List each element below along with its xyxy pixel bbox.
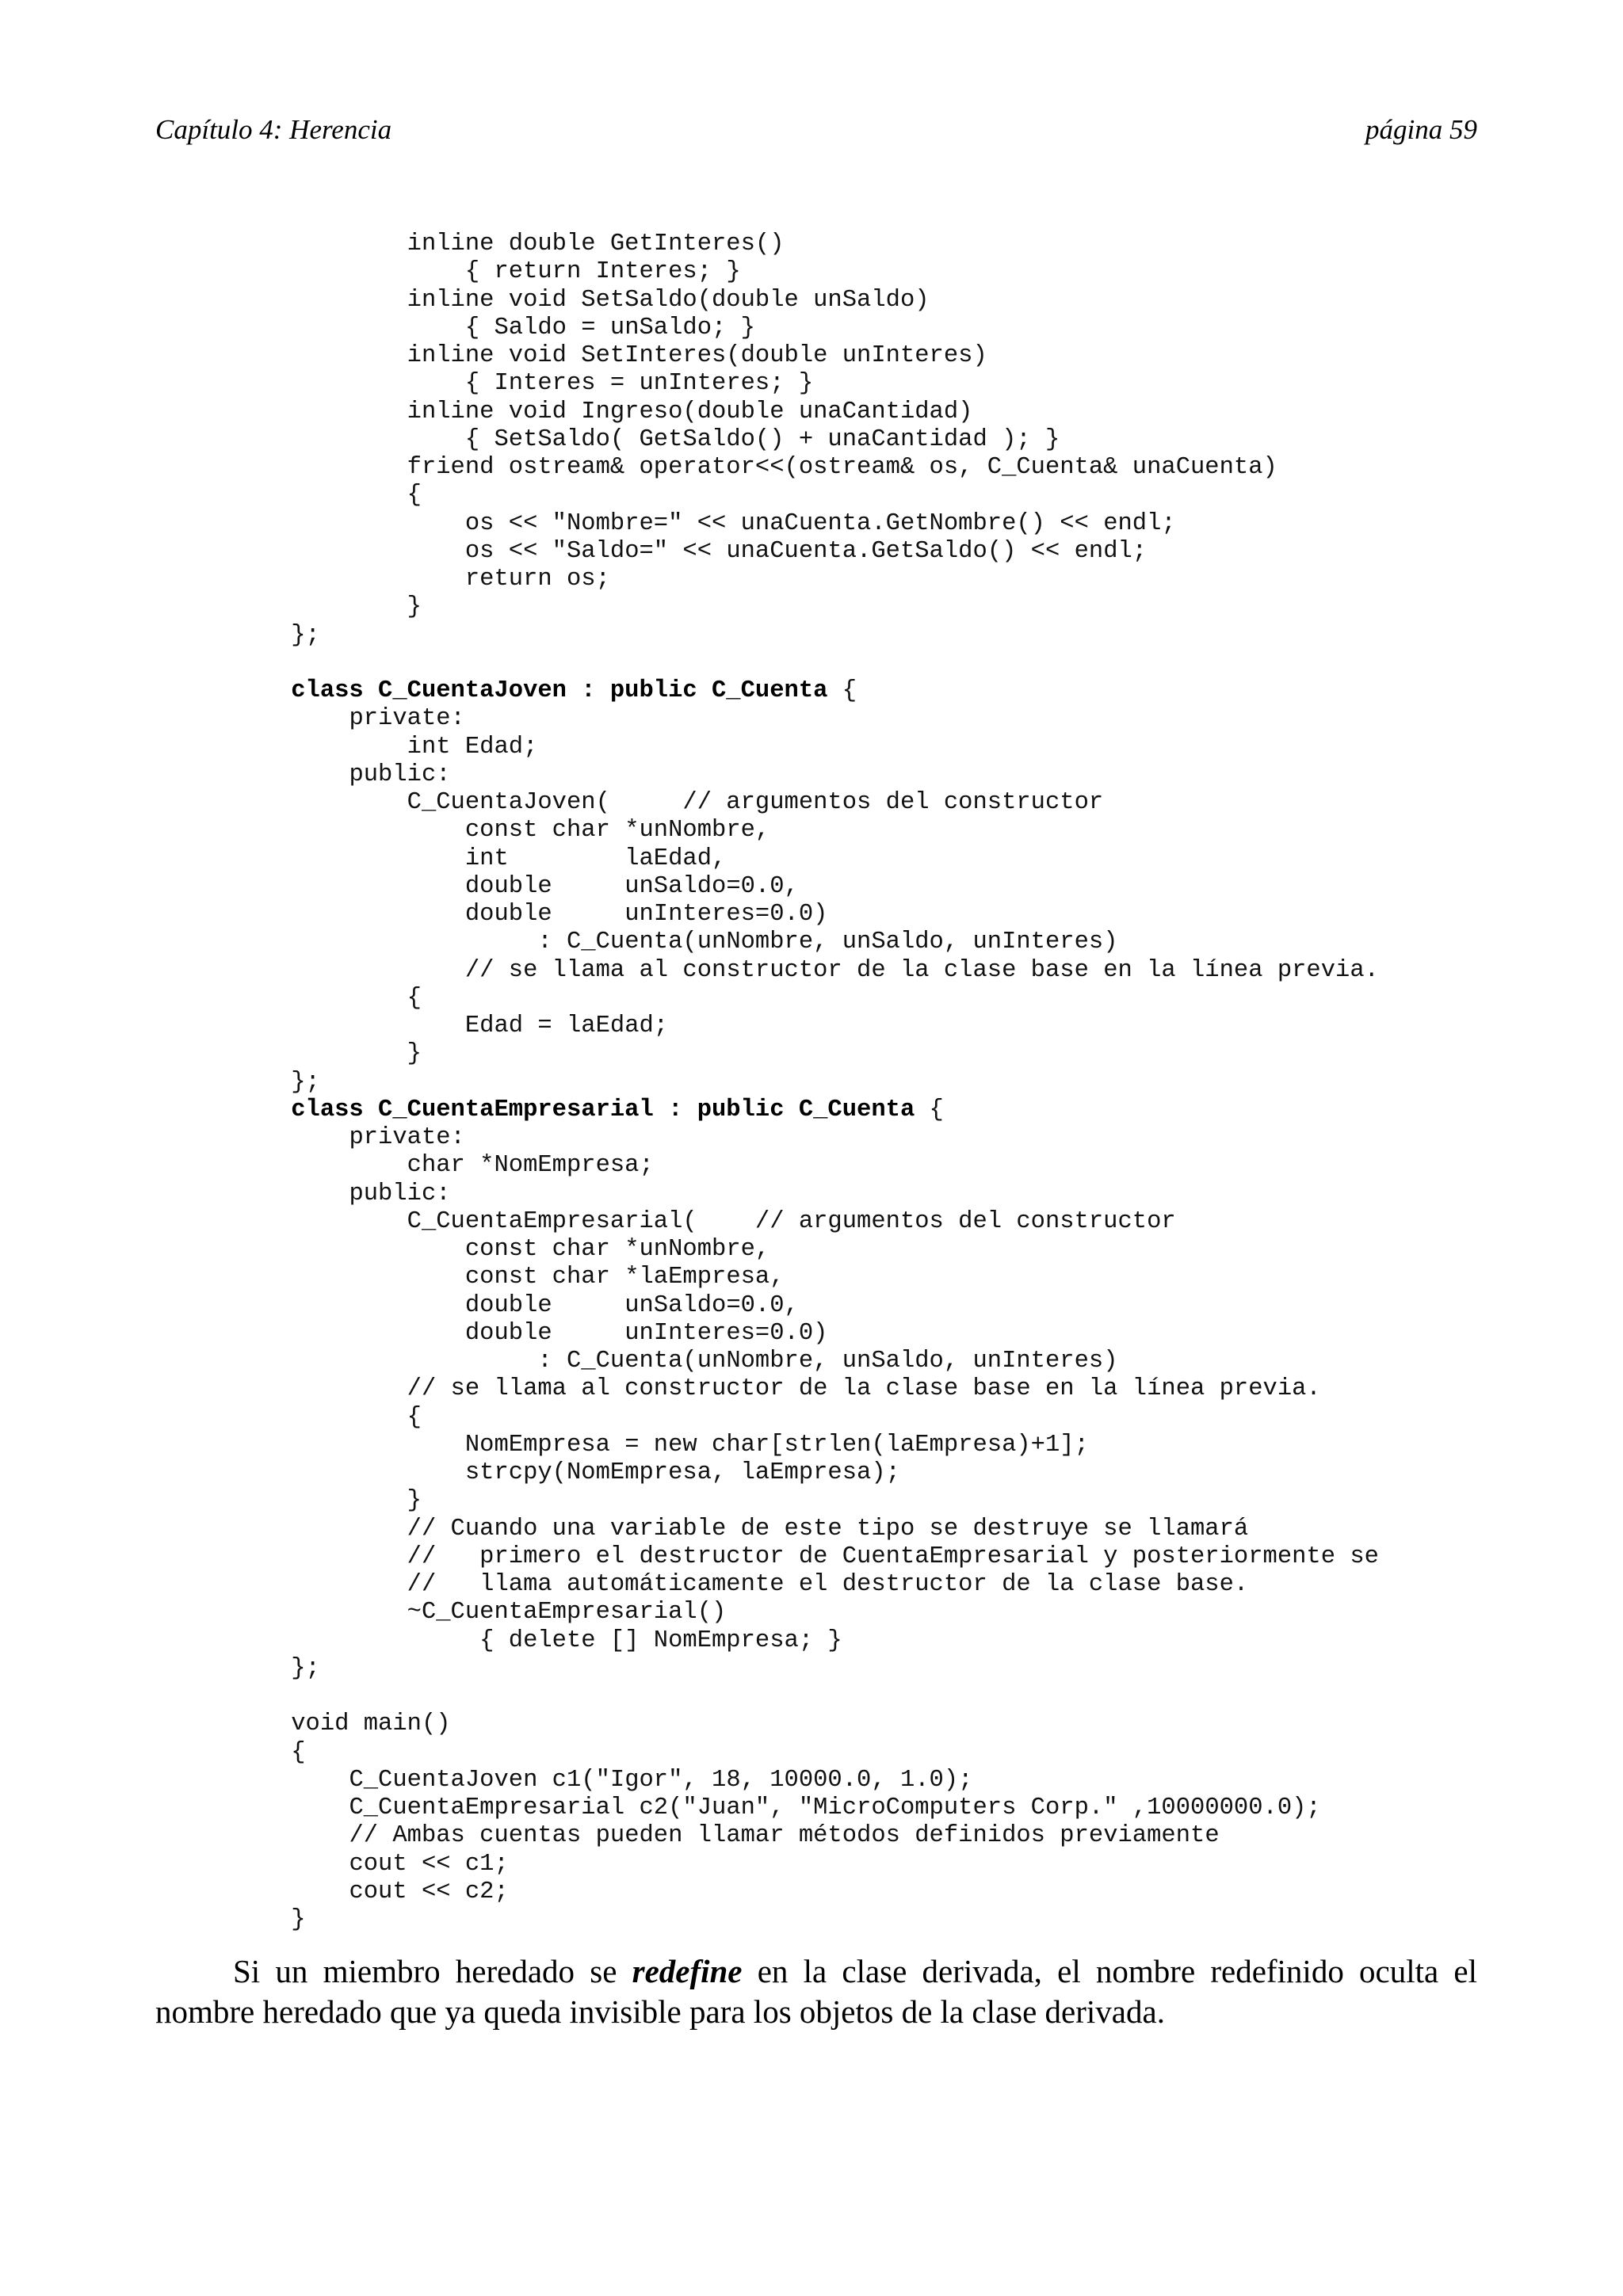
code-text: C_CuentaJoven c1("Igor", 18, 10000.0, 1.0); — [349, 1766, 973, 1794]
code-indent — [233, 929, 537, 955]
code-indent — [233, 1516, 407, 1543]
code-text: inline void SetInteres(double unInteres) — [407, 342, 987, 369]
code-indent — [233, 482, 407, 509]
code-indent — [233, 677, 291, 704]
code-line — [233, 454, 1379, 482]
code-line — [233, 426, 1379, 454]
code-line — [233, 734, 1379, 761]
code-indent — [233, 845, 465, 872]
code-line — [233, 650, 1379, 677]
code-line — [233, 1292, 1379, 1320]
code-text: const char *unNombre, — [464, 1236, 770, 1263]
code-text: : C_Cuenta(unNombre, unSaldo, unInteres) — [537, 1348, 1118, 1375]
code-indent — [233, 1432, 465, 1459]
code-text: inline void SetSaldo(double unSaldo) — [407, 286, 930, 314]
code-text: public: — [349, 1180, 451, 1207]
code-line — [233, 1404, 1379, 1432]
code-text: os << "Nombre=" << unaCuenta.GetNombre() << endl; — [464, 509, 1176, 537]
code-text: { — [291, 1738, 306, 1766]
code-text: C_CuentaEmpresarial c2("Juan", "MicroComputers Corp." ,10000000.0); — [349, 1794, 1321, 1821]
code-indent — [233, 454, 407, 481]
code-indent — [233, 370, 465, 397]
code-indent — [233, 342, 407, 369]
code-line — [233, 1655, 1379, 1683]
code-indent — [233, 287, 407, 314]
code-line — [233, 538, 1379, 566]
code-line — [233, 342, 1379, 370]
code-line — [233, 1152, 1379, 1180]
code-text: { Saldo = unSaldo; } — [464, 314, 755, 341]
code-class-declaration: class C_CuentaEmpresarial : public C_Cuenta — [291, 1096, 915, 1123]
code-line — [233, 1571, 1379, 1599]
code-indent — [233, 1097, 291, 1123]
code-text: Edad = laEdad; — [464, 1013, 669, 1039]
code-indent — [233, 1124, 349, 1151]
code-line — [233, 1264, 1379, 1291]
code-text: { SetSaldo( GetSaldo() + unaCantidad ); } — [464, 425, 1060, 453]
code-line — [233, 1794, 1379, 1822]
code-indent — [233, 817, 465, 844]
code-line — [233, 399, 1379, 426]
code-text: int Edad; — [407, 733, 538, 761]
code-indent — [233, 1404, 407, 1431]
code-line — [233, 929, 1379, 956]
code-indent — [233, 510, 465, 537]
code-text: double unInteres=0.0) — [464, 901, 828, 928]
code-line — [233, 873, 1379, 901]
code-indent — [233, 231, 407, 257]
code-text: { Interes = unInteres; } — [464, 370, 814, 398]
code-text: inline void Ingreso(double unaCantidad) — [407, 398, 973, 425]
code-text: } — [407, 1040, 422, 1068]
code-line — [233, 1208, 1379, 1236]
code-text: { — [915, 1096, 944, 1123]
code-text: cout << c1; — [349, 1850, 509, 1878]
code-line — [233, 985, 1379, 1013]
code-indent — [233, 901, 465, 928]
code-indent — [233, 1711, 291, 1737]
paragraph-text-start: Si un miembro heredado se — [233, 1953, 632, 1989]
code-line — [233, 287, 1379, 315]
code-text: }; — [291, 1654, 320, 1682]
chapter-title: Capítulo 4: Herencia — [155, 114, 392, 145]
code-indent — [233, 1655, 291, 1682]
code-text: // se llama al constructor de la clase base en la línea previa. — [407, 1375, 1321, 1403]
code-text: : C_Cuenta(unNombre, unSaldo, unInteres) — [537, 929, 1118, 956]
code-text: private: — [349, 1124, 465, 1151]
code-indent — [233, 985, 407, 1012]
code-text: // Ambas cuentas pueden llamar métodos definidos previamente — [349, 1822, 1220, 1850]
code-text: { delete [] NomEmpresa; } — [479, 1627, 842, 1654]
code-line — [233, 957, 1379, 985]
code-line — [233, 705, 1379, 733]
code-line — [233, 370, 1379, 398]
code-text: char *NomEmpresa; — [407, 1152, 654, 1180]
code-indent — [233, 1236, 465, 1263]
code-line — [233, 1069, 1379, 1097]
code-text: double unSaldo=0.0, — [464, 872, 799, 900]
code-class-declaration: class C_CuentaJoven : public C_Cuenta — [291, 677, 828, 704]
code-text: friend ostream& operator<<(ostream& os, C_Cuenta& unaCuenta) — [407, 454, 1277, 481]
code-line — [233, 789, 1379, 817]
code-indent — [233, 1878, 349, 1905]
code-indent — [233, 873, 465, 900]
code-text: } — [291, 1906, 306, 1933]
body-paragraph — [155, 1951, 1477, 2032]
code-indent — [233, 566, 465, 593]
code-line — [233, 1348, 1379, 1375]
code-text: { — [407, 984, 422, 1012]
code-line — [233, 258, 1379, 286]
code-line — [233, 845, 1379, 873]
code-line — [233, 817, 1379, 845]
code-indent — [233, 1348, 537, 1375]
code-line — [233, 677, 1379, 705]
code-text: return os; — [464, 566, 610, 593]
code-line — [233, 1683, 1379, 1711]
code-line — [233, 231, 1379, 258]
code-indent — [233, 1739, 291, 1766]
code-line — [233, 901, 1379, 929]
code-line — [233, 510, 1379, 538]
code-indent — [233, 957, 465, 984]
code-indent — [233, 1767, 349, 1794]
code-text: inline double GetInteres() — [407, 231, 785, 257]
code-line — [233, 1822, 1379, 1850]
code-indent — [233, 1543, 407, 1570]
code-text: const char *unNombre, — [464, 817, 770, 845]
code-text: { — [407, 1403, 422, 1431]
code-text: void main() — [291, 1711, 451, 1738]
page-number: página 59 — [1365, 114, 1477, 145]
code-line — [233, 1711, 1379, 1738]
code-indent — [233, 1599, 407, 1626]
code-indent — [233, 315, 465, 341]
code-line — [233, 761, 1379, 789]
code-text: NomEmpresa = new char[strlen(laEmpresa)+1]; — [464, 1431, 1089, 1459]
code-line — [233, 1180, 1379, 1208]
code-indent — [233, 399, 407, 425]
code-line — [233, 1097, 1379, 1124]
code-indent — [233, 1627, 479, 1654]
code-text: const char *laEmpresa, — [464, 1264, 785, 1291]
code-indent — [233, 258, 465, 285]
code-indent — [233, 1152, 407, 1179]
code-indent — [233, 1264, 465, 1291]
code-indent — [233, 1822, 349, 1849]
code-line — [233, 1851, 1379, 1878]
code-line — [233, 1767, 1379, 1794]
code-indent — [233, 1208, 407, 1235]
code-line — [233, 566, 1379, 593]
code-text: strcpy(NomEmpresa, laEmpresa); — [464, 1459, 900, 1486]
code-text: private: — [349, 705, 465, 733]
code-text: }; — [291, 621, 320, 649]
code-text: public: — [349, 761, 451, 788]
code-indent — [233, 622, 291, 649]
code-text: { — [827, 677, 857, 704]
paragraph-text-end: en la clase derivada, el nombre redefinido oculta el nombre heredado que ya queda invisible para los objetos de la clase derivada. — [155, 1953, 1477, 2030]
code-indent — [233, 1013, 465, 1039]
code-line — [233, 1459, 1379, 1487]
code-indent — [233, 1180, 349, 1207]
code-listing — [233, 231, 1379, 1934]
code-line — [233, 1543, 1379, 1571]
emphasized-term: redefine — [632, 1953, 743, 1989]
code-indent — [233, 1292, 465, 1319]
code-text: // Cuando una variable de este tipo se destruye se llamará — [407, 1515, 1249, 1543]
code-text: C_CuentaJoven( // argumentos del constructor — [407, 789, 1104, 816]
code-text: int laEdad, — [464, 845, 727, 872]
code-indent — [233, 734, 407, 761]
code-text: // se llama al constructor de la clase base en la línea previa. — [464, 956, 1379, 984]
code-text: os << "Saldo=" << unaCuenta.GetSaldo() << endl; — [464, 537, 1148, 565]
code-indent — [233, 1851, 349, 1878]
code-text: { — [407, 482, 422, 509]
code-text: } — [407, 1487, 422, 1515]
code-indent — [233, 761, 349, 788]
code-text: }; — [291, 1068, 320, 1096]
code-line — [233, 1040, 1379, 1068]
code-indent — [233, 593, 407, 620]
code-indent — [233, 705, 349, 732]
code-text: } — [407, 593, 422, 621]
code-indent — [233, 1794, 349, 1821]
code-text: double unInteres=0.0) — [464, 1319, 828, 1347]
code-line — [233, 1878, 1379, 1906]
code-line — [233, 1627, 1379, 1655]
code-line — [233, 593, 1379, 621]
code-indent — [233, 1069, 291, 1096]
code-text: { return Interes; } — [464, 258, 741, 286]
code-line — [233, 1013, 1379, 1040]
code-line — [233, 1236, 1379, 1264]
code-text: double unSaldo=0.0, — [464, 1291, 799, 1319]
code-indent — [233, 789, 407, 816]
code-line — [233, 1320, 1379, 1348]
code-indent — [233, 1487, 407, 1514]
code-line — [233, 1432, 1379, 1459]
code-indent — [233, 1459, 465, 1486]
code-line — [233, 1516, 1379, 1543]
code-text: C_CuentaEmpresarial( // argumentos del constructor — [407, 1207, 1176, 1235]
code-line — [233, 1599, 1379, 1627]
code-line — [233, 315, 1379, 342]
code-indent — [233, 1040, 407, 1067]
code-indent — [233, 1375, 407, 1402]
code-line — [233, 622, 1379, 650]
code-indent — [233, 1320, 465, 1347]
code-line — [233, 1124, 1379, 1152]
code-line — [233, 1487, 1379, 1515]
code-line — [233, 482, 1379, 509]
code-line — [233, 1375, 1379, 1403]
code-line — [233, 1906, 1379, 1934]
code-text: ~C_CuentaEmpresarial() — [407, 1599, 727, 1627]
code-indent — [233, 426, 465, 453]
code-indent — [233, 1571, 407, 1598]
code-text: // llama automáticamente el destructor de la clase base. — [407, 1571, 1249, 1598]
code-indent — [233, 1906, 291, 1933]
code-text: // primero el destructor de CuentaEmpresarial y posteriormente se — [407, 1543, 1379, 1570]
code-indent — [233, 538, 465, 565]
code-line — [233, 1739, 1379, 1767]
code-text: cout << c2; — [349, 1878, 509, 1905]
